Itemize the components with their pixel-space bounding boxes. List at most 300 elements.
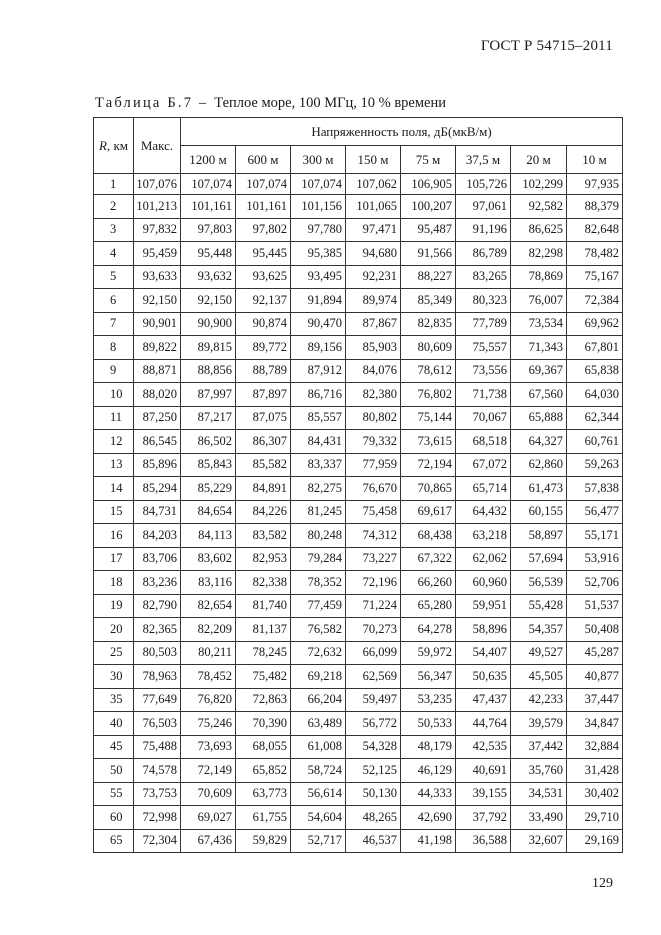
value-cell: 93,633 <box>134 265 181 289</box>
value-cell: 90,900 <box>181 312 236 336</box>
distance-cell: 7 <box>94 312 134 336</box>
value-cell: 107,074 <box>181 174 236 195</box>
value-cell: 76,007 <box>511 289 567 313</box>
value-cell: 65,888 <box>511 406 567 430</box>
value-cell: 40,691 <box>456 759 511 783</box>
value-cell: 53,235 <box>401 688 456 712</box>
value-cell: 97,935 <box>567 174 623 195</box>
value-cell: 60,155 <box>511 500 567 524</box>
value-cell: 42,233 <box>511 688 567 712</box>
distance-cell: 1 <box>94 174 134 195</box>
distance-cell: 50 <box>94 759 134 783</box>
value-cell: 39,579 <box>511 712 567 736</box>
value-cell: 86,545 <box>134 430 181 454</box>
value-cell: 87,867 <box>346 312 401 336</box>
value-cell: 92,231 <box>346 265 401 289</box>
value-cell: 54,604 <box>291 806 346 830</box>
value-cell: 54,357 <box>511 618 567 642</box>
value-cell: 84,113 <box>181 524 236 548</box>
value-cell: 35,760 <box>511 759 567 783</box>
value-cell: 85,557 <box>291 406 346 430</box>
distance-cell: 10 <box>94 383 134 407</box>
table-row <box>94 735 623 759</box>
value-cell: 62,860 <box>511 453 567 477</box>
value-cell: 69,027 <box>181 806 236 830</box>
value-cell: 90,874 <box>236 312 291 336</box>
value-cell: 56,614 <box>291 782 346 806</box>
value-cell: 30,402 <box>567 782 623 806</box>
distance-cell: 8 <box>94 336 134 360</box>
distance-cell: 17 <box>94 547 134 571</box>
value-cell: 72,304 <box>134 829 181 853</box>
value-cell: 59,829 <box>236 829 291 853</box>
value-cell: 34,531 <box>511 782 567 806</box>
value-cell: 32,884 <box>567 735 623 759</box>
distance-cell: 11 <box>94 406 134 430</box>
value-cell: 83,582 <box>236 524 291 548</box>
value-cell: 69,367 <box>511 359 567 383</box>
value-cell: 45,287 <box>567 641 623 665</box>
header-height: 150 м <box>346 146 401 174</box>
value-cell: 50,635 <box>456 665 511 689</box>
value-cell: 95,445 <box>236 242 291 266</box>
value-cell: 68,055 <box>236 735 291 759</box>
table-caption <box>95 95 446 112</box>
value-cell: 59,972 <box>401 641 456 665</box>
value-cell: 82,790 <box>134 594 181 618</box>
value-cell: 55,171 <box>567 524 623 548</box>
value-cell: 91,894 <box>291 289 346 313</box>
value-cell: 82,835 <box>401 312 456 336</box>
value-cell: 78,352 <box>291 571 346 595</box>
distance-cell: 45 <box>94 735 134 759</box>
value-cell: 83,602 <box>181 547 236 571</box>
value-cell: 101,213 <box>134 195 181 219</box>
value-cell: 84,203 <box>134 524 181 548</box>
value-cell: 60,960 <box>456 571 511 595</box>
value-cell: 84,654 <box>181 500 236 524</box>
value-cell: 85,294 <box>134 477 181 501</box>
value-cell: 71,224 <box>346 594 401 618</box>
value-cell: 105,726 <box>456 174 511 195</box>
value-cell: 80,323 <box>456 289 511 313</box>
value-cell: 86,716 <box>291 383 346 407</box>
distance-cell: 20 <box>94 618 134 642</box>
value-cell: 31,428 <box>567 759 623 783</box>
value-cell: 83,265 <box>456 265 511 289</box>
value-cell: 81,740 <box>236 594 291 618</box>
distance-cell: 65 <box>94 829 134 853</box>
value-cell: 84,891 <box>236 477 291 501</box>
value-cell: 80,609 <box>401 336 456 360</box>
value-cell: 68,518 <box>456 430 511 454</box>
value-cell: 87,997 <box>181 383 236 407</box>
value-cell: 82,365 <box>134 618 181 642</box>
value-cell: 49,527 <box>511 641 567 665</box>
value-cell: 101,065 <box>346 195 401 219</box>
value-cell: 85,903 <box>346 336 401 360</box>
value-cell: 61,008 <box>291 735 346 759</box>
value-cell: 77,789 <box>456 312 511 336</box>
value-cell: 82,654 <box>181 594 236 618</box>
value-cell: 89,772 <box>236 336 291 360</box>
value-cell: 51,537 <box>567 594 623 618</box>
distance-cell: 25 <box>94 641 134 665</box>
value-cell: 76,503 <box>134 712 181 736</box>
value-cell: 69,617 <box>401 500 456 524</box>
value-cell: 85,582 <box>236 453 291 477</box>
distance-cell: 35 <box>94 688 134 712</box>
value-cell: 34,847 <box>567 712 623 736</box>
value-cell: 80,248 <box>291 524 346 548</box>
value-cell: 82,298 <box>511 242 567 266</box>
value-cell: 89,822 <box>134 336 181 360</box>
value-cell: 97,061 <box>456 195 511 219</box>
value-cell: 68,438 <box>401 524 456 548</box>
table-row <box>94 195 623 219</box>
value-cell: 82,338 <box>236 571 291 595</box>
value-cell: 56,477 <box>567 500 623 524</box>
value-cell: 46,537 <box>346 829 401 853</box>
value-cell: 73,227 <box>346 547 401 571</box>
distance-cell: 30 <box>94 665 134 689</box>
value-cell: 65,852 <box>236 759 291 783</box>
value-cell: 37,447 <box>567 688 623 712</box>
value-cell: 52,717 <box>291 829 346 853</box>
value-cell: 52,706 <box>567 571 623 595</box>
value-cell: 80,503 <box>134 641 181 665</box>
distance-cell: 15 <box>94 500 134 524</box>
value-cell: 92,150 <box>181 289 236 313</box>
table-row <box>94 500 623 524</box>
value-cell: 78,612 <box>401 359 456 383</box>
table-row <box>94 665 623 689</box>
value-cell: 66,260 <box>401 571 456 595</box>
value-cell: 48,179 <box>401 735 456 759</box>
value-cell: 50,130 <box>346 782 401 806</box>
value-cell: 88,789 <box>236 359 291 383</box>
value-cell: 89,974 <box>346 289 401 313</box>
value-cell: 91,196 <box>456 218 511 242</box>
value-cell: 76,820 <box>181 688 236 712</box>
value-cell: 47,437 <box>456 688 511 712</box>
value-cell: 59,951 <box>456 594 511 618</box>
value-cell: 100,207 <box>401 195 456 219</box>
distance-cell: 18 <box>94 571 134 595</box>
value-cell: 80,211 <box>181 641 236 665</box>
value-cell: 64,327 <box>511 430 567 454</box>
value-cell: 84,076 <box>346 359 401 383</box>
value-cell: 72,149 <box>181 759 236 783</box>
value-cell: 67,322 <box>401 547 456 571</box>
table-row <box>94 242 623 266</box>
value-cell: 57,694 <box>511 547 567 571</box>
header-field-strength: Напряженность поля, дБ(мкВ/м) <box>181 118 623 146</box>
value-cell: 70,273 <box>346 618 401 642</box>
value-cell: 66,099 <box>346 641 401 665</box>
value-cell: 64,278 <box>401 618 456 642</box>
distance-cell: 19 <box>94 594 134 618</box>
value-cell: 82,209 <box>181 618 236 642</box>
value-cell: 73,615 <box>401 430 456 454</box>
value-cell: 55,428 <box>511 594 567 618</box>
value-cell: 64,432 <box>456 500 511 524</box>
value-cell: 88,379 <box>567 195 623 219</box>
value-cell: 73,693 <box>181 735 236 759</box>
header-max: Макс. <box>134 118 181 174</box>
value-cell: 44,333 <box>401 782 456 806</box>
value-cell: 50,533 <box>401 712 456 736</box>
value-cell: 58,724 <box>291 759 346 783</box>
value-cell: 71,343 <box>511 336 567 360</box>
value-cell: 92,137 <box>236 289 291 313</box>
table-body <box>94 174 623 853</box>
value-cell: 29,169 <box>567 829 623 853</box>
value-cell: 75,458 <box>346 500 401 524</box>
value-cell: 86,789 <box>456 242 511 266</box>
value-cell: 72,194 <box>401 453 456 477</box>
header-height: 20 м <box>511 146 567 174</box>
value-cell: 72,863 <box>236 688 291 712</box>
value-cell: 41,198 <box>401 829 456 853</box>
page-number: 129 <box>592 876 613 891</box>
document-code: ГОСТ Р 54715–2011 <box>480 38 613 54</box>
value-cell: 62,062 <box>456 547 511 571</box>
header-height: 75 м <box>401 146 456 174</box>
value-cell: 45,505 <box>511 665 567 689</box>
value-cell: 93,632 <box>181 265 236 289</box>
value-cell: 101,156 <box>291 195 346 219</box>
distance-cell: 9 <box>94 359 134 383</box>
value-cell: 97,802 <box>236 218 291 242</box>
value-cell: 97,780 <box>291 218 346 242</box>
table-row <box>94 383 623 407</box>
value-cell: 107,062 <box>346 174 401 195</box>
value-cell: 29,710 <box>567 806 623 830</box>
value-cell: 97,803 <box>181 218 236 242</box>
value-cell: 36,588 <box>456 829 511 853</box>
value-cell: 77,959 <box>346 453 401 477</box>
header-height: 37,5 м <box>456 146 511 174</box>
value-cell: 65,714 <box>456 477 511 501</box>
value-cell: 73,534 <box>511 312 567 336</box>
value-cell: 82,380 <box>346 383 401 407</box>
table-row <box>94 265 623 289</box>
value-cell: 60,761 <box>567 430 623 454</box>
distance-cell: 3 <box>94 218 134 242</box>
table-row <box>94 806 623 830</box>
value-cell: 72,998 <box>134 806 181 830</box>
value-cell: 87,250 <box>134 406 181 430</box>
table-row <box>94 782 623 806</box>
distance-cell: 12 <box>94 430 134 454</box>
value-cell: 101,161 <box>181 195 236 219</box>
table-row <box>94 571 623 595</box>
table-row <box>94 430 623 454</box>
value-cell: 42,690 <box>401 806 456 830</box>
value-cell: 87,217 <box>181 406 236 430</box>
value-cell: 86,625 <box>511 218 567 242</box>
value-cell: 82,953 <box>236 547 291 571</box>
value-cell: 82,648 <box>567 218 623 242</box>
value-cell: 86,502 <box>181 430 236 454</box>
value-cell: 80,802 <box>346 406 401 430</box>
value-cell: 63,773 <box>236 782 291 806</box>
value-cell: 78,245 <box>236 641 291 665</box>
value-cell: 94,680 <box>346 242 401 266</box>
value-cell: 32,607 <box>511 829 567 853</box>
value-cell: 65,280 <box>401 594 456 618</box>
value-cell: 87,075 <box>236 406 291 430</box>
table-row <box>94 547 623 571</box>
value-cell: 76,670 <box>346 477 401 501</box>
value-cell: 72,384 <box>567 289 623 313</box>
value-cell: 87,912 <box>291 359 346 383</box>
distance-cell: 6 <box>94 289 134 313</box>
value-cell: 78,869 <box>511 265 567 289</box>
value-cell: 89,815 <box>181 336 236 360</box>
value-cell: 56,347 <box>401 665 456 689</box>
value-cell: 67,072 <box>456 453 511 477</box>
value-cell: 77,649 <box>134 688 181 712</box>
value-cell: 72,632 <box>291 641 346 665</box>
value-cell: 48,265 <box>346 806 401 830</box>
value-cell: 78,963 <box>134 665 181 689</box>
value-cell: 37,442 <box>511 735 567 759</box>
header-height: 300 м <box>291 146 346 174</box>
value-cell: 62,344 <box>567 406 623 430</box>
value-cell: 75,557 <box>456 336 511 360</box>
value-cell: 95,385 <box>291 242 346 266</box>
value-cell: 92,582 <box>511 195 567 219</box>
value-cell: 95,448 <box>181 242 236 266</box>
value-cell: 93,495 <box>291 265 346 289</box>
table-row <box>94 618 623 642</box>
value-cell: 75,167 <box>567 265 623 289</box>
value-cell: 46,129 <box>401 759 456 783</box>
value-cell: 67,436 <box>181 829 236 853</box>
value-cell: 75,144 <box>401 406 456 430</box>
value-cell: 75,488 <box>134 735 181 759</box>
distance-cell: 14 <box>94 477 134 501</box>
table-row <box>94 712 623 736</box>
value-cell: 79,284 <box>291 547 346 571</box>
value-cell: 54,328 <box>346 735 401 759</box>
value-cell: 70,609 <box>181 782 236 806</box>
table-row <box>94 406 623 430</box>
distance-cell: 55 <box>94 782 134 806</box>
value-cell: 37,792 <box>456 806 511 830</box>
table-row <box>94 688 623 712</box>
value-cell: 62,569 <box>346 665 401 689</box>
value-cell: 79,332 <box>346 430 401 454</box>
table-row <box>94 312 623 336</box>
value-cell: 66,204 <box>291 688 346 712</box>
header-height: 1200 м <box>181 146 236 174</box>
value-cell: 89,156 <box>291 336 346 360</box>
value-cell: 97,471 <box>346 218 401 242</box>
value-cell: 90,470 <box>291 312 346 336</box>
value-cell: 87,897 <box>236 383 291 407</box>
value-cell: 83,236 <box>134 571 181 595</box>
value-cell: 78,482 <box>567 242 623 266</box>
value-cell: 91,566 <box>401 242 456 266</box>
header-distance: R, км <box>94 118 134 174</box>
value-cell: 83,706 <box>134 547 181 571</box>
value-cell: 85,843 <box>181 453 236 477</box>
table-row <box>94 594 623 618</box>
value-cell: 39,155 <box>456 782 511 806</box>
value-cell: 70,067 <box>456 406 511 430</box>
value-cell: 95,459 <box>134 242 181 266</box>
value-cell: 88,020 <box>134 383 181 407</box>
value-cell: 69,962 <box>567 312 623 336</box>
value-cell: 56,772 <box>346 712 401 736</box>
value-cell: 101,161 <box>236 195 291 219</box>
value-cell: 40,877 <box>567 665 623 689</box>
value-cell: 81,245 <box>291 500 346 524</box>
table-row <box>94 336 623 360</box>
value-cell: 58,896 <box>456 618 511 642</box>
distance-cell: 5 <box>94 265 134 289</box>
value-cell: 83,116 <box>181 571 236 595</box>
value-cell: 56,539 <box>511 571 567 595</box>
header-height: 600 м <box>236 146 291 174</box>
value-cell: 44,764 <box>456 712 511 736</box>
table-row <box>94 524 623 548</box>
distance-cell: 16 <box>94 524 134 548</box>
value-cell: 33,490 <box>511 806 567 830</box>
distance-cell: 4 <box>94 242 134 266</box>
table-row <box>94 641 623 665</box>
caption-label: Таблица Б.7 – <box>95 95 215 111</box>
value-cell: 70,865 <box>401 477 456 501</box>
value-cell: 86,307 <box>236 430 291 454</box>
value-cell: 81,137 <box>236 618 291 642</box>
distance-cell: 40 <box>94 712 134 736</box>
value-cell: 106,905 <box>401 174 456 195</box>
value-cell: 73,753 <box>134 782 181 806</box>
value-cell: 84,226 <box>236 500 291 524</box>
caption-title: Теплое море, 100 МГц, 10 % времени <box>214 95 447 111</box>
table-row <box>94 759 623 783</box>
table-row <box>94 477 623 501</box>
value-cell: 83,337 <box>291 453 346 477</box>
value-cell: 90,901 <box>134 312 181 336</box>
distance-cell: 2 <box>94 195 134 219</box>
value-cell: 70,390 <box>236 712 291 736</box>
value-cell: 61,755 <box>236 806 291 830</box>
value-cell: 64,030 <box>567 383 623 407</box>
value-cell: 53,916 <box>567 547 623 571</box>
value-cell: 95,487 <box>401 218 456 242</box>
value-cell: 102,299 <box>511 174 567 195</box>
value-cell: 88,871 <box>134 359 181 383</box>
header-height: 10 м <box>567 146 623 174</box>
value-cell: 75,246 <box>181 712 236 736</box>
value-cell: 42,535 <box>456 735 511 759</box>
value-cell: 85,229 <box>181 477 236 501</box>
value-cell: 107,074 <box>236 174 291 195</box>
value-cell: 84,731 <box>134 500 181 524</box>
table-row <box>94 453 623 477</box>
value-cell: 65,838 <box>567 359 623 383</box>
table-row <box>94 359 623 383</box>
value-cell: 63,489 <box>291 712 346 736</box>
value-cell: 107,074 <box>291 174 346 195</box>
value-cell: 78,452 <box>181 665 236 689</box>
table-row <box>94 174 623 195</box>
